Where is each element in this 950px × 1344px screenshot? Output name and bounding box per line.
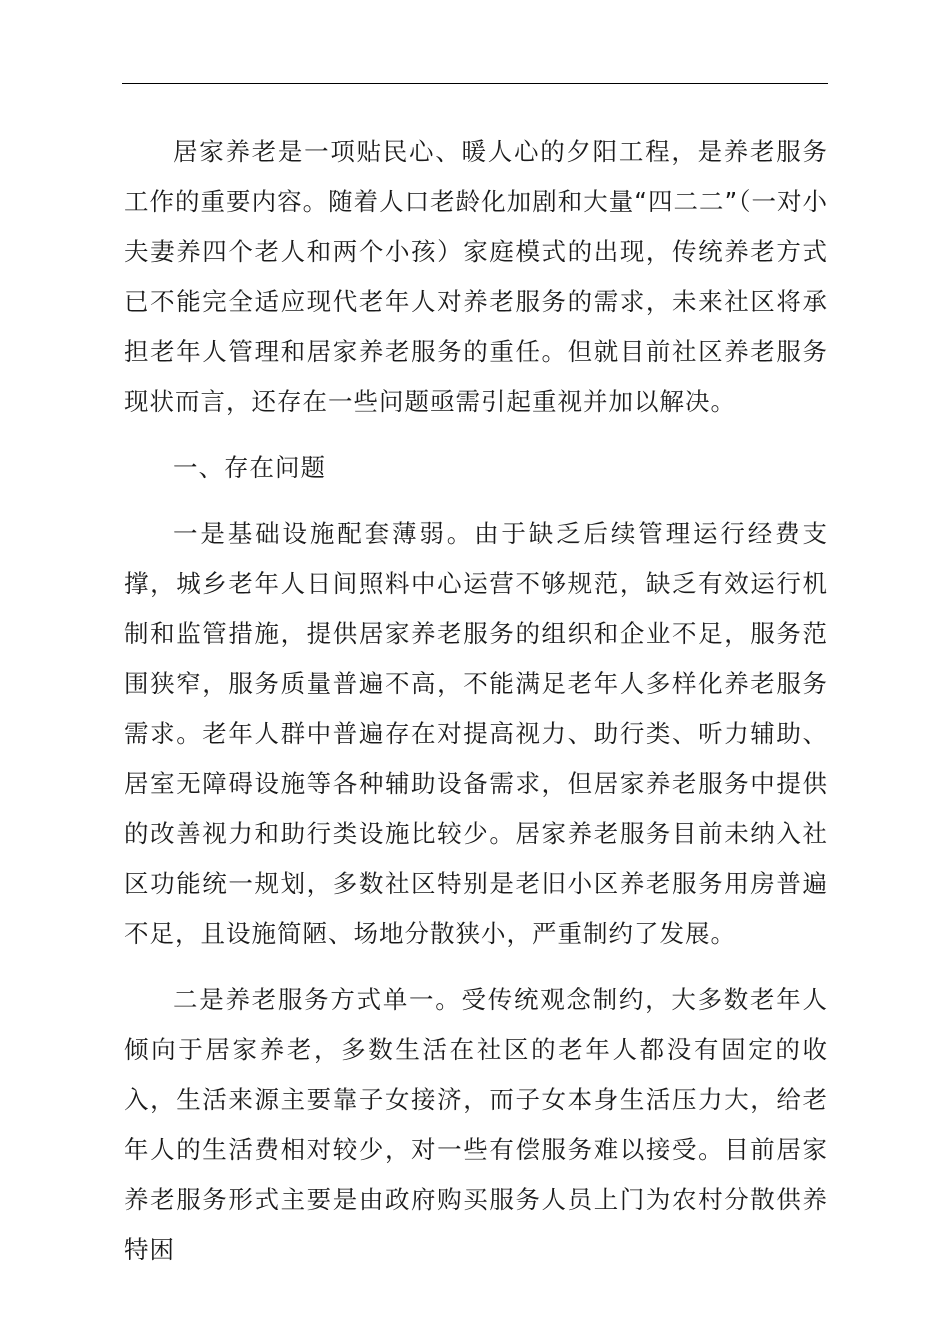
header-rule: [122, 83, 828, 84]
problem-one-paragraph: 一是基础设施配套薄弱。由于缺乏后续管理运行经费支撑，城乡老年人日间照料中心运营不够规范，缺乏有效运行机制和监管措施，提供居家养老服务的组织和企业不足，服务范围狭窄，服务质量普遍不高，不能满足老年人多样化养老服务需求。老年人群中普遍存在对提高视力、助行类、听力辅助、居室无障碍设施等各种辅助设备需求，但居家养老服务中提供的改善视力和助行类设施比较少。居家养老服务目前未纳入社区功能统一规划，多数社区特别是老旧小区养老服务用房普遍不足，且设施简陋、场地分散狭小，严重制约了发展。: [124, 519, 828, 948]
problem-two-paragraph: 二是养老服务方式单一。受传统观念制约，大多数老年人倾向于居家养老，多数生活在社区的老年人都没有固定的收入，生活来源主要靠子女接济，而子女本身生活压力大，给老年人的生活费相对较少，对一些有偿服务难以接受。目前居家养老服务形式主要是由政府购买服务人员上门为农村分散供养特困: [124, 985, 828, 1264]
intro-paragraph: 居家养老是一项贴民心、暖人心的夕阳工程，是养老服务工作的重要内容。随着人口老龄化加剧和大量“四二二”（一对小夫妻养四个老人和两个小孩）家庭模式的出现，传统养老方式已不能完全适应现代老年人对养老服务的需求，未来社区将承担老年人管理和居家养老服务的重任。但就目前社区养老服务现状而言，还存在一些问题亟需引起重视并加以解决。: [124, 137, 828, 416]
document-body: [124, 127, 828, 1291]
section-heading: 一、存在问题: [173, 453, 326, 482]
